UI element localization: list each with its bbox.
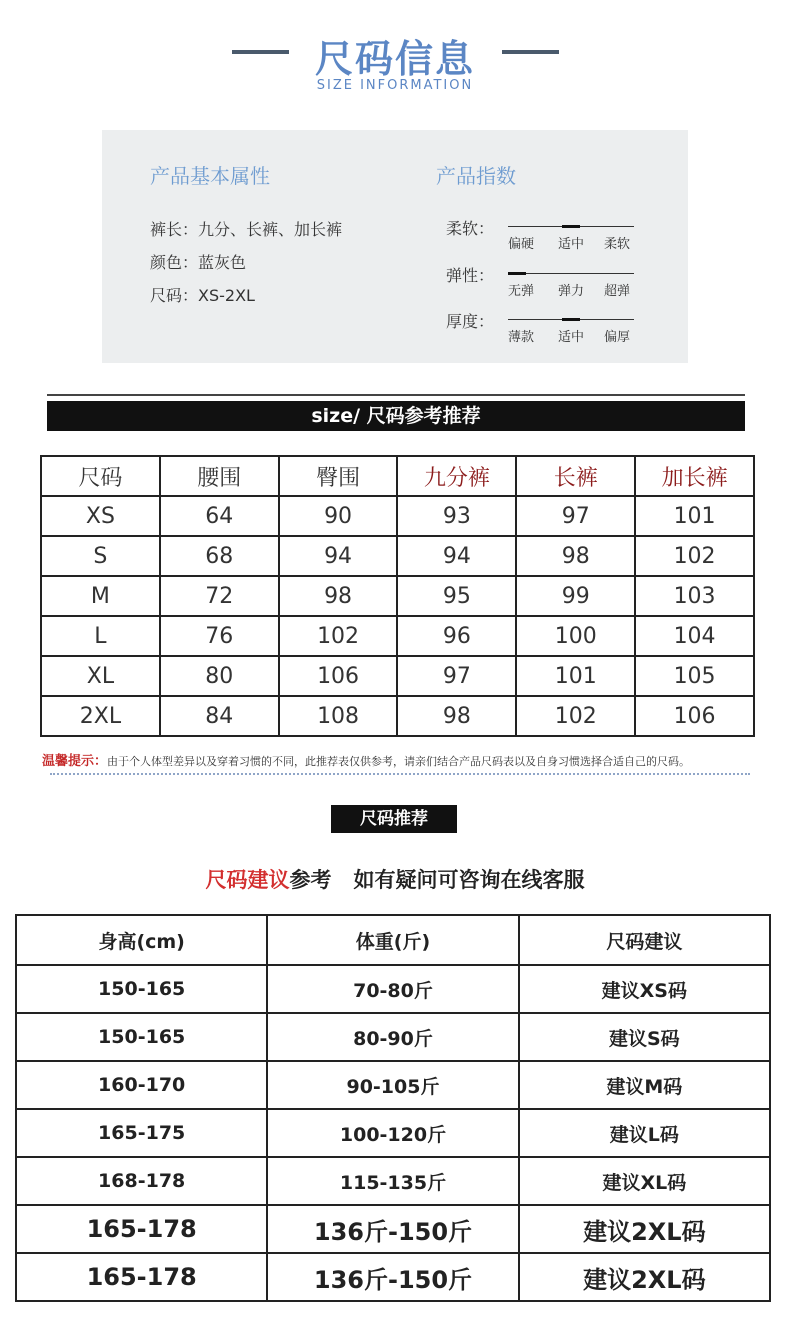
table-row bbox=[16, 1205, 770, 1253]
table-cell: 建议2XL码 bbox=[519, 1253, 770, 1301]
table-cell: 98 bbox=[279, 576, 398, 616]
size-table bbox=[40, 455, 755, 737]
table-row bbox=[41, 696, 754, 736]
recommend-title: 尺码推荐 bbox=[331, 805, 457, 833]
table-cell: 100 bbox=[516, 616, 635, 656]
table-cell: 165-178 bbox=[16, 1253, 267, 1301]
index-marker bbox=[508, 272, 526, 275]
table-cell: S bbox=[41, 536, 160, 576]
table-row bbox=[41, 496, 754, 536]
table-row bbox=[16, 965, 770, 1013]
table-cell: 101 bbox=[635, 496, 754, 536]
table-cell: 98 bbox=[516, 536, 635, 576]
index-marker bbox=[562, 225, 580, 228]
dotted-divider bbox=[50, 773, 750, 775]
index-tick-label: 适中 bbox=[558, 237, 585, 252]
table-cell: 95 bbox=[397, 576, 516, 616]
table-cell: 165-175 bbox=[16, 1109, 267, 1157]
table-cell: XS bbox=[41, 496, 160, 536]
attribute-panel bbox=[102, 130, 688, 363]
table-cell: M bbox=[41, 576, 160, 616]
table-cell: 101 bbox=[516, 656, 635, 696]
index-tick-label: 薄款 bbox=[508, 330, 535, 345]
table-cell: 94 bbox=[397, 536, 516, 576]
header-height: 身高(cm) bbox=[16, 915, 267, 965]
table-cell: 建议L码 bbox=[519, 1109, 770, 1157]
table-cell: 2XL bbox=[41, 696, 160, 736]
table-row bbox=[16, 1061, 770, 1109]
table-cell: 93 bbox=[397, 496, 516, 536]
table-cell: 建议M码 bbox=[519, 1061, 770, 1109]
table-row bbox=[41, 656, 754, 696]
table-cell: 115-135斤 bbox=[267, 1157, 518, 1205]
table-cell: 108 bbox=[279, 696, 398, 736]
table-cell: 建议XL码 bbox=[519, 1157, 770, 1205]
divider-line bbox=[47, 394, 745, 396]
table-cell: XL bbox=[41, 656, 160, 696]
index-track bbox=[508, 273, 634, 274]
recommend-header-row bbox=[16, 915, 770, 965]
table-cell: 106 bbox=[279, 656, 398, 696]
table-cell: 105 bbox=[635, 656, 754, 696]
table-cell: 64 bbox=[160, 496, 279, 536]
table-cell: 建议XS码 bbox=[519, 965, 770, 1013]
size-table-header-row bbox=[41, 456, 754, 496]
header-line-right bbox=[502, 50, 559, 54]
table-cell: 90-105斤 bbox=[267, 1061, 518, 1109]
table-cell: 168-178 bbox=[16, 1157, 267, 1205]
page-title: 尺码信息 bbox=[314, 37, 475, 81]
table-cell: 68 bbox=[160, 536, 279, 576]
index-tick-label: 柔软 bbox=[604, 237, 631, 252]
advice-highlight: 尺码建议 bbox=[205, 868, 290, 892]
table-cell: L bbox=[41, 616, 160, 656]
index-label: 柔软： bbox=[446, 219, 495, 238]
attribute-size: 尺码：XS-2XL bbox=[150, 286, 255, 305]
tip-note bbox=[42, 750, 762, 769]
table-cell: 160-170 bbox=[16, 1061, 267, 1109]
index-label: 弹性： bbox=[446, 266, 495, 285]
index-tick-label: 偏厚 bbox=[604, 330, 631, 345]
table-cell: 136斤-150斤 bbox=[267, 1205, 518, 1253]
header-long: 长裤 bbox=[516, 456, 635, 496]
table-cell: 96 bbox=[397, 616, 516, 656]
header-suggestion: 尺码建议 bbox=[519, 915, 770, 965]
index-tick-label: 适中 bbox=[558, 330, 585, 345]
header-weight: 体重(斤) bbox=[267, 915, 518, 965]
table-cell: 建议S码 bbox=[519, 1013, 770, 1061]
table-cell: 98 bbox=[397, 696, 516, 736]
table-cell: 97 bbox=[516, 496, 635, 536]
table-cell: 150-165 bbox=[16, 1013, 267, 1061]
table-cell: 102 bbox=[516, 696, 635, 736]
table-cell: 104 bbox=[635, 616, 754, 656]
page-subtitle: SIZE INFORMATION bbox=[316, 78, 474, 93]
table-cell: 94 bbox=[279, 536, 398, 576]
index-tick-label: 超弹 bbox=[604, 284, 631, 299]
table-cell: 102 bbox=[279, 616, 398, 656]
table-cell: 102 bbox=[635, 536, 754, 576]
table-cell: 76 bbox=[160, 616, 279, 656]
table-cell: 70-80斤 bbox=[267, 965, 518, 1013]
advice-text: 参考 如有疑问可咨询在线客服 bbox=[289, 868, 585, 892]
table-cell: 150-165 bbox=[16, 965, 267, 1013]
table-cell: 136斤-150斤 bbox=[267, 1253, 518, 1301]
table-row bbox=[16, 1109, 770, 1157]
tip-text: 由于个人体型差异以及穿着习惯的不同，此推荐表仅供参考，请亲们结合产品尺码表以及自身习惯选择合适自己的尺码。 bbox=[107, 755, 691, 768]
indices-title: 产品指数 bbox=[436, 164, 516, 188]
table-cell: 103 bbox=[635, 576, 754, 616]
header-size: 尺码 bbox=[41, 456, 160, 496]
index-marker bbox=[562, 318, 580, 321]
table-cell: 72 bbox=[160, 576, 279, 616]
table-cell: 80 bbox=[160, 656, 279, 696]
attribute-length: 裤长：九分、长裤、加长裤 bbox=[150, 220, 343, 239]
header-waist: 腰围 bbox=[160, 456, 279, 496]
table-cell: 99 bbox=[516, 576, 635, 616]
header-hip: 臀围 bbox=[279, 456, 398, 496]
advice-line bbox=[0, 864, 790, 894]
table-cell: 165-178 bbox=[16, 1205, 267, 1253]
table-row bbox=[41, 616, 754, 656]
table-row bbox=[16, 1253, 770, 1301]
table-cell: 80-90斤 bbox=[267, 1013, 518, 1061]
table-row bbox=[41, 576, 754, 616]
index-tick-label: 弹力 bbox=[558, 284, 585, 299]
tip-label: 温馨提示： bbox=[42, 754, 108, 769]
index-tick-label: 偏硬 bbox=[508, 237, 535, 252]
index-tick-label: 无弹 bbox=[508, 284, 535, 299]
header-cropped: 九分裤 bbox=[397, 456, 516, 496]
header-extra-long: 加长裤 bbox=[635, 456, 754, 496]
table-row bbox=[16, 1157, 770, 1205]
size-table-title: size/ 尺码参考推荐 bbox=[47, 401, 745, 431]
attribute-color: 颜色：蓝灰色 bbox=[150, 253, 247, 272]
table-row bbox=[16, 1013, 770, 1061]
table-cell: 97 bbox=[397, 656, 516, 696]
attributes-title: 产品基本属性 bbox=[150, 164, 270, 188]
section-header bbox=[0, 28, 790, 98]
table-row bbox=[41, 536, 754, 576]
table-cell: 90 bbox=[279, 496, 398, 536]
index-label: 厚度： bbox=[446, 312, 495, 331]
recommend-table bbox=[15, 914, 771, 1302]
table-cell: 84 bbox=[160, 696, 279, 736]
table-cell: 建议2XL码 bbox=[519, 1205, 770, 1253]
table-cell: 106 bbox=[635, 696, 754, 736]
table-cell: 100-120斤 bbox=[267, 1109, 518, 1157]
